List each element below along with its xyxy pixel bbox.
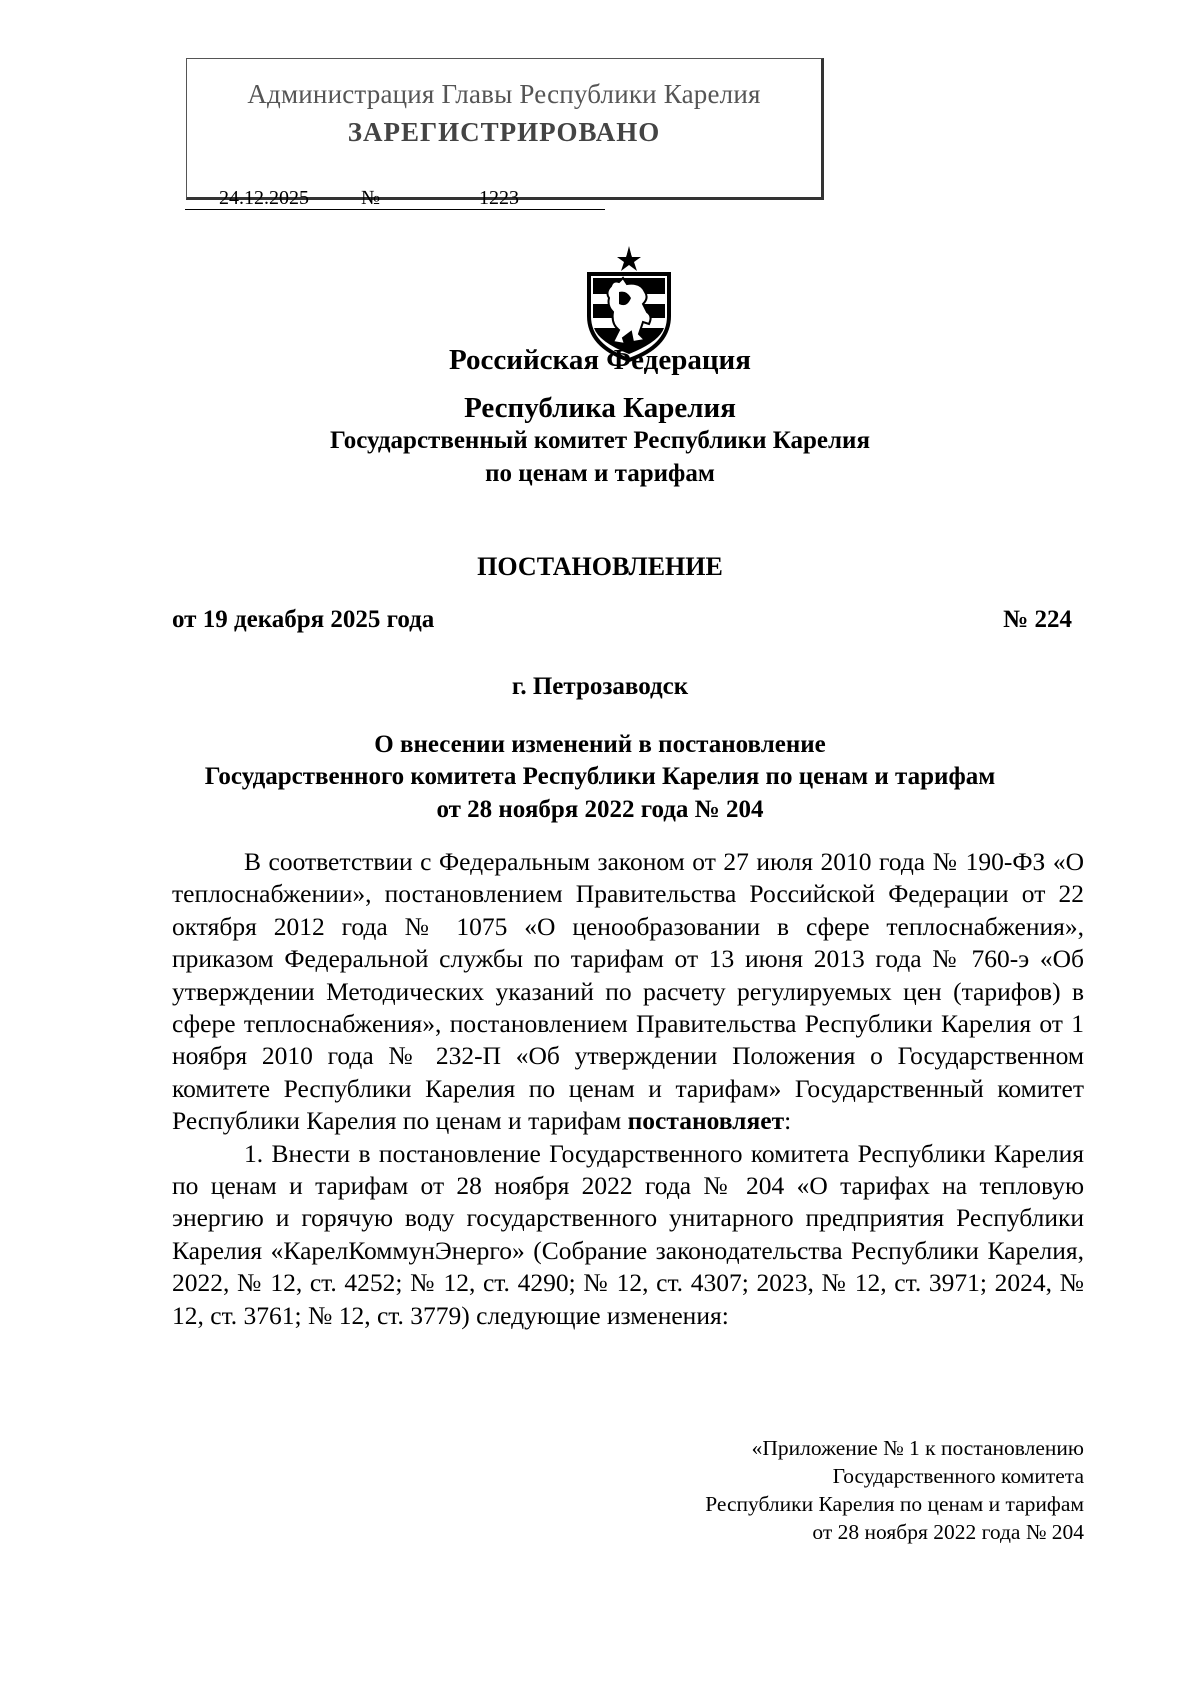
stamp-registration-line xyxy=(185,187,605,210)
country-heading: Российская Федерация xyxy=(449,344,751,376)
title-line2: Государственного комитета Республики Карелия по ценам и тарифам xyxy=(204,763,996,790)
resolves-word: постановляет xyxy=(627,1106,785,1136)
paragraph-preamble xyxy=(172,846,1084,1138)
document-date: от 19 декабря 2025 года xyxy=(172,606,435,633)
committee-heading-line1: Государственный комитет Республики Карелия xyxy=(330,427,870,454)
appendix-line2: Государственного комитета xyxy=(832,1464,1084,1488)
appendix-reference xyxy=(705,1434,1084,1546)
appendix-line4: от 28 ноября 2022 года № 204 xyxy=(812,1520,1084,1544)
stamp-number-sign: № xyxy=(361,187,381,209)
date-number-line xyxy=(172,606,1072,636)
city: г. Петрозаводск xyxy=(511,673,689,700)
stamp-date: 24.12.2025 xyxy=(219,187,309,209)
committee-heading-line2: по ценам и тарифам xyxy=(485,460,715,487)
registration-stamp xyxy=(186,58,824,200)
stamp-status: ЗАРЕГИСТРИРОВАНО xyxy=(347,117,661,147)
appendix-line1: «Приложение № 1 к постановлению xyxy=(751,1436,1084,1460)
stamp-organization: Администрация Главы Республики Карелия xyxy=(247,79,761,109)
title-line1: О внесении изменений в постановление xyxy=(374,731,826,758)
document-body xyxy=(172,846,1084,1332)
title-line3: от 28 ноября 2022 года № 204 xyxy=(436,796,764,823)
stamp-number: 1223 xyxy=(479,187,519,209)
republic-heading: Республика Карелия xyxy=(464,392,736,424)
document-type: ПОСТАНОВЛЕНИЕ xyxy=(477,552,723,581)
paragraph-item-1: 1. Внести в постановление Государственного комитета Республики Карелия по ценам и тарифам от 28 ноября 2022 года № 204 «О тарифах на тепловую энергию и горячую воду государственного унитарного предприятия Республики Карелия «КарелКоммунЭнерго» (Собрание законодательства Республики Карелия, 2022, № 12, ст. 4252; № 12, ст. 4290; № 12, ст. 4307; 2023, № 12, ст. 3971; 2024, № 12, ст. 3761; № 12, ст. 3779) следующие изменения: xyxy=(172,1138,1084,1330)
document-number: № 224 xyxy=(1003,606,1072,633)
appendix-line3: Республики Карелия по ценам и тарифам xyxy=(705,1492,1084,1516)
colon: : xyxy=(784,1106,792,1136)
preamble-text: В соответствии с Федеральным законом от 27 июля 2010 года № 190-ФЗ «О теплоснабжении», постановлением Правительства Российской Федерации от 22 октября 2012 года № 1075 «О ценообразовании в сфере теплоснабжения», приказом Федеральной службы по тарифам от 13 июня 2013 года № 760-э «Об утверждении Методических указаний по расчету регулируемых цен (тарифов) в сфере теплоснабжения», постановлением Правительства Республики Карелия от 1 ноября 2010 года № 232-П «Об утверждении Положения о Государственном комитете Республики Карелия по ценам и тарифам» Государственный комитет Республики Карелия по ценам и тарифам xyxy=(172,847,1084,1136)
